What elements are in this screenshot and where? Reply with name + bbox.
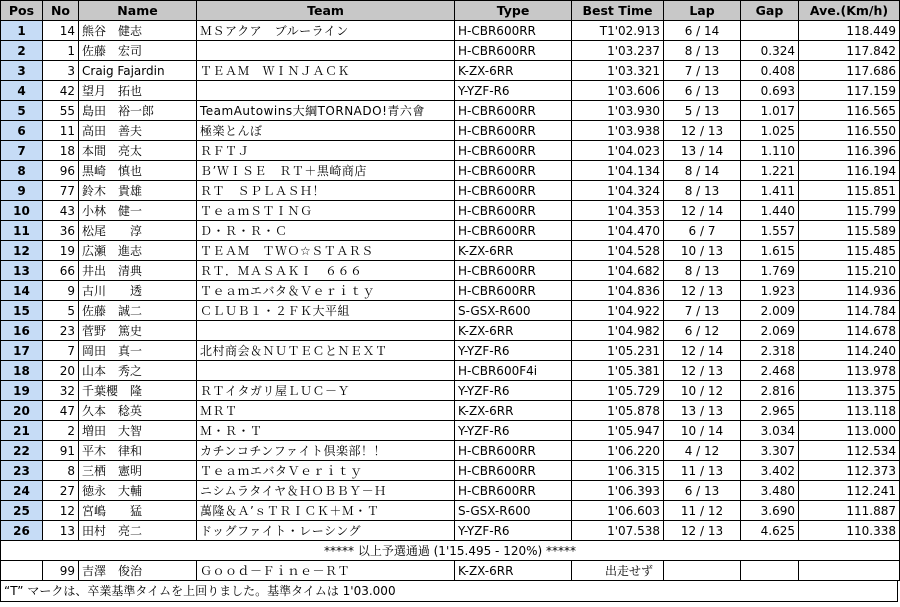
- row-best-time: 1'05.231: [572, 341, 664, 361]
- row-average-speed: 114.678: [799, 321, 900, 341]
- row-gap: 1.025: [741, 121, 799, 141]
- row-type: H-CBR600RR: [455, 221, 572, 241]
- dns-pos: [1, 561, 43, 581]
- table-row: [1, 501, 900, 521]
- row-no: 18: [43, 141, 79, 161]
- row-lap: 13 / 14: [664, 141, 741, 161]
- row-team: ＭＲＴ: [197, 401, 455, 421]
- row-best-time: 1'06.603: [572, 501, 664, 521]
- table-row: [1, 81, 900, 101]
- row-no: 91: [43, 441, 79, 461]
- table-row: [1, 461, 900, 481]
- row-best-time: 1'07.538: [572, 521, 664, 541]
- row-pos: 5: [1, 101, 43, 121]
- row-type: H-CBR600RR: [455, 101, 572, 121]
- row-team: 北村商会＆ＮＵＴＥＣとＮＥＸＴ: [197, 341, 455, 361]
- row-gap: 2.069: [741, 321, 799, 341]
- row-team: ドッグファイト・レーシング: [197, 521, 455, 541]
- row-type: K-ZX-6RR: [455, 61, 572, 81]
- row-average-speed: 115.210: [799, 261, 900, 281]
- row-no: 7: [43, 341, 79, 361]
- row-average-speed: 112.534: [799, 441, 900, 461]
- row-gap: 2.318: [741, 341, 799, 361]
- row-average-speed: 112.241: [799, 481, 900, 501]
- row-pos: 18: [1, 361, 43, 381]
- table-row: [1, 281, 900, 301]
- row-no: 47: [43, 401, 79, 421]
- row-gap: [741, 21, 799, 41]
- table-row: [1, 21, 900, 41]
- table-row: [1, 321, 900, 341]
- row-no: 23: [43, 321, 79, 341]
- row-team: [197, 321, 455, 341]
- row-best-time: 1'04.470: [572, 221, 664, 241]
- row-team: ＭＳアクア ブルーライン: [197, 21, 455, 41]
- row-name: 宮嶋 猛: [79, 501, 197, 521]
- row-best-time: 1'06.393: [572, 481, 664, 501]
- row-no: 96: [43, 161, 79, 181]
- row-average-speed: 113.978: [799, 361, 900, 381]
- table-row: [1, 241, 900, 261]
- row-type: H-CBR600RR: [455, 481, 572, 501]
- row-type: H-CBR600RR: [455, 201, 572, 221]
- row-best-time: 1'04.922: [572, 301, 664, 321]
- row-team: [197, 361, 455, 381]
- row-team: ＲＴ．ＭＡＳＡＫＩ ６６６: [197, 261, 455, 281]
- row-best-time: 1'03.930: [572, 101, 664, 121]
- row-team: ＲＦＴＪ: [197, 141, 455, 161]
- row-team: TeamAutowins大綱TORNADO!青六會: [197, 101, 455, 121]
- table-row: [1, 201, 900, 221]
- row-pos: 15: [1, 301, 43, 321]
- row-name: Craig Fajardin: [79, 61, 197, 81]
- row-type: Y-YZF-R6: [455, 381, 572, 401]
- row-name: 島田 裕一郎: [79, 101, 197, 121]
- row-name: 熊谷 健志: [79, 21, 197, 41]
- row-lap: 12 / 14: [664, 201, 741, 221]
- row-type: H-CBR600RR: [455, 21, 572, 41]
- table-row: [1, 421, 900, 441]
- row-no: 3: [43, 61, 79, 81]
- row-best-time: 1'04.324: [572, 181, 664, 201]
- row-no: 55: [43, 101, 79, 121]
- header-best-time: Best Time: [572, 1, 664, 21]
- row-name: 小林 健一: [79, 201, 197, 221]
- row-no: 43: [43, 201, 79, 221]
- row-average-speed: 117.842: [799, 41, 900, 61]
- row-lap: 11 / 12: [664, 501, 741, 521]
- row-lap: 10 / 12: [664, 381, 741, 401]
- row-average-speed: 110.338: [799, 521, 900, 541]
- row-no: 20: [43, 361, 79, 381]
- row-pos: 14: [1, 281, 43, 301]
- row-pos: 3: [1, 61, 43, 81]
- row-best-time: 1'04.134: [572, 161, 664, 181]
- row-no: 66: [43, 261, 79, 281]
- row-best-time: 1'04.836: [572, 281, 664, 301]
- row-pos: 26: [1, 521, 43, 541]
- table-row: [1, 101, 900, 121]
- row-gap: 3.690: [741, 501, 799, 521]
- row-best-time: 1'03.938: [572, 121, 664, 141]
- row-name: 黒崎 慎也: [79, 161, 197, 181]
- dns-status: 出走せず: [572, 561, 664, 581]
- row-team: 萬隆＆Ａ’ｓＴＲＩＣＫ＋Ｍ・Ｔ: [197, 501, 455, 521]
- row-pos: 9: [1, 181, 43, 201]
- row-average-speed: 118.449: [799, 21, 900, 41]
- row-name: 三栖 憲明: [79, 461, 197, 481]
- row-average-speed: 113.000: [799, 421, 900, 441]
- row-pos: 19: [1, 381, 43, 401]
- row-gap: 1.440: [741, 201, 799, 221]
- row-lap: 7 / 13: [664, 301, 741, 321]
- row-team: ＴｅａｍＳＴＩＮＧ: [197, 201, 455, 221]
- header-gap: Gap: [741, 1, 799, 21]
- row-lap: 11 / 13: [664, 461, 741, 481]
- row-gap: 0.408: [741, 61, 799, 81]
- row-pos: 17: [1, 341, 43, 361]
- row-average-speed: 113.375: [799, 381, 900, 401]
- row-team: Ｔｅａｍエバタ＆Ｖｅｒｉｔｙ: [197, 281, 455, 301]
- qualify-note: ***** 以上予選通過 (1'15.495 - 120%) *****: [1, 541, 900, 561]
- row-team: [197, 81, 455, 101]
- row-name: 岡田 真一: [79, 341, 197, 361]
- row-average-speed: 116.565: [799, 101, 900, 121]
- row-type: H-CBR600RR: [455, 161, 572, 181]
- row-lap: 10 / 14: [664, 421, 741, 441]
- row-average-speed: 114.784: [799, 301, 900, 321]
- row-best-time: T1'02.913: [572, 21, 664, 41]
- row-average-speed: 117.686: [799, 61, 900, 81]
- row-no: 36: [43, 221, 79, 241]
- header-no: No: [43, 1, 79, 21]
- row-type: Y-YZF-R6: [455, 521, 572, 541]
- row-name: 高田 善夫: [79, 121, 197, 141]
- row-no: 77: [43, 181, 79, 201]
- row-type: Y-YZF-R6: [455, 421, 572, 441]
- qualify-note-row: [1, 541, 900, 561]
- row-lap: 6 / 7: [664, 221, 741, 241]
- row-name: 久本 稔英: [79, 401, 197, 421]
- row-best-time: 1'05.878: [572, 401, 664, 421]
- row-average-speed: 115.799: [799, 201, 900, 221]
- row-average-speed: 115.851: [799, 181, 900, 201]
- table-row: [1, 141, 900, 161]
- footnote: “T” マークは、卒業基準タイムを上回りました。基準タイムは 1'03.000: [0, 581, 898, 602]
- row-name: 田村 亮二: [79, 521, 197, 541]
- row-name: 鈴木 貴雄: [79, 181, 197, 201]
- row-pos: 2: [1, 41, 43, 61]
- row-gap: 3.480: [741, 481, 799, 501]
- row-team: ニシムラタイヤ＆ＨＯＢＢＹ－Ｈ: [197, 481, 455, 501]
- row-pos: 7: [1, 141, 43, 161]
- row-pos: 24: [1, 481, 43, 501]
- row-gap: 3.307: [741, 441, 799, 461]
- row-average-speed: 114.936: [799, 281, 900, 301]
- row-average-speed: 115.589: [799, 221, 900, 241]
- row-name: 千葉櫻 隆: [79, 381, 197, 401]
- row-lap: 8 / 13: [664, 41, 741, 61]
- row-pos: 4: [1, 81, 43, 101]
- row-average-speed: 116.396: [799, 141, 900, 161]
- header-type: Type: [455, 1, 572, 21]
- row-pos: 6: [1, 121, 43, 141]
- row-type: H-CBR600RR: [455, 181, 572, 201]
- row-lap: 13 / 13: [664, 401, 741, 421]
- row-name: 松尾 淳: [79, 221, 197, 241]
- row-best-time: 1'03.237: [572, 41, 664, 61]
- row-team: ＴＥＡＭ ＷＩＮＪＡＣＫ: [197, 61, 455, 81]
- table-row: [1, 521, 900, 541]
- row-pos: 8: [1, 161, 43, 181]
- row-gap: 1.221: [741, 161, 799, 181]
- dns-lap: [664, 561, 741, 581]
- row-gap: 2.009: [741, 301, 799, 321]
- table-row: [1, 61, 900, 81]
- row-lap: 6 / 13: [664, 481, 741, 501]
- row-best-time: 1'05.947: [572, 421, 664, 441]
- row-team: ＴＥＡＭ ＴＷＯ☆ＳＴＡＲＳ: [197, 241, 455, 261]
- row-gap: 1.923: [741, 281, 799, 301]
- table-row: [1, 361, 900, 381]
- table-row: [1, 221, 900, 241]
- row-name: 佐藤 宏司: [79, 41, 197, 61]
- row-gap: 1.411: [741, 181, 799, 201]
- row-type: Y-YZF-R6: [455, 341, 572, 361]
- row-pos: 21: [1, 421, 43, 441]
- row-lap: 8 / 14: [664, 161, 741, 181]
- row-average-speed: 111.887: [799, 501, 900, 521]
- row-best-time: 1'05.381: [572, 361, 664, 381]
- row-type: S-GSX-R600: [455, 301, 572, 321]
- row-name: 望月 拓也: [79, 81, 197, 101]
- row-pos: 12: [1, 241, 43, 261]
- row-lap: 12 / 13: [664, 121, 741, 141]
- row-gap: 4.625: [741, 521, 799, 541]
- row-type: K-ZX-6RR: [455, 321, 572, 341]
- row-type: H-CBR600RR: [455, 121, 572, 141]
- row-type: K-ZX-6RR: [455, 401, 572, 421]
- row-lap: 12 / 13: [664, 521, 741, 541]
- table-row: [1, 381, 900, 401]
- row-pos: 25: [1, 501, 43, 521]
- result-rows: [1, 21, 900, 541]
- table-row: [1, 441, 900, 461]
- row-best-time: 1'04.982: [572, 321, 664, 341]
- row-gap: 1.557: [741, 221, 799, 241]
- row-team: [197, 41, 455, 61]
- row-gap: 1.769: [741, 261, 799, 281]
- row-name: 山本 秀之: [79, 361, 197, 381]
- row-pos: 23: [1, 461, 43, 481]
- row-gap: 2.965: [741, 401, 799, 421]
- row-gap: 1.017: [741, 101, 799, 121]
- row-no: 1: [43, 41, 79, 61]
- row-type: H-CBR600F4i: [455, 361, 572, 381]
- row-lap: 6 / 13: [664, 81, 741, 101]
- row-lap: 5 / 13: [664, 101, 741, 121]
- row-team: Ｂ’ＷＩＳＥ ＲＴ＋黒崎商店: [197, 161, 455, 181]
- row-pos: 10: [1, 201, 43, 221]
- row-gap: 0.324: [741, 41, 799, 61]
- row-type: H-CBR600RR: [455, 461, 572, 481]
- row-no: 32: [43, 381, 79, 401]
- row-lap: 10 / 13: [664, 241, 741, 261]
- row-type: Y-YZF-R6: [455, 81, 572, 101]
- header-pos: Pos: [1, 1, 43, 21]
- row-best-time: 1'04.682: [572, 261, 664, 281]
- dns-row: [1, 561, 900, 581]
- row-pos: 11: [1, 221, 43, 241]
- table-row: [1, 481, 900, 501]
- header-row: [1, 1, 900, 21]
- row-type: S-GSX-R600: [455, 501, 572, 521]
- row-gap: 2.468: [741, 361, 799, 381]
- row-average-speed: 116.194: [799, 161, 900, 181]
- row-no: 5: [43, 301, 79, 321]
- row-lap: 12 / 13: [664, 281, 741, 301]
- row-average-speed: 117.159: [799, 81, 900, 101]
- row-type: H-CBR600RR: [455, 281, 572, 301]
- row-pos: 16: [1, 321, 43, 341]
- dns-speed: [799, 561, 900, 581]
- header-team: Team: [197, 1, 455, 21]
- table-row: [1, 341, 900, 361]
- row-no: 42: [43, 81, 79, 101]
- row-lap: 8 / 13: [664, 181, 741, 201]
- row-name: 本間 亮太: [79, 141, 197, 161]
- row-no: 27: [43, 481, 79, 501]
- row-average-speed: 116.550: [799, 121, 900, 141]
- row-name: 菅野 篤史: [79, 321, 197, 341]
- row-name: 平木 律和: [79, 441, 197, 461]
- row-team: ＣＬＵＢ１・２ＦＫ大平組: [197, 301, 455, 321]
- table-row: [1, 261, 900, 281]
- row-no: 8: [43, 461, 79, 481]
- row-no: 14: [43, 21, 79, 41]
- row-lap: 7 / 13: [664, 61, 741, 81]
- dns-name: 吉澤 俊治: [79, 561, 197, 581]
- row-team: カチンコチンファイト倶楽部！！: [197, 441, 455, 461]
- row-type: H-CBR600RR: [455, 441, 572, 461]
- row-lap: 6 / 14: [664, 21, 741, 41]
- row-name: 増田 大智: [79, 421, 197, 441]
- row-best-time: 1'03.321: [572, 61, 664, 81]
- row-type: H-CBR600RR: [455, 261, 572, 281]
- row-pos: 20: [1, 401, 43, 421]
- row-gap: 0.693: [741, 81, 799, 101]
- row-team: ＴｅａｍエバタＶｅｒｉｔｙ: [197, 461, 455, 481]
- row-best-time: 1'05.729: [572, 381, 664, 401]
- dns-team: Ｇｏｏｄ－Ｆｉｎｅ－ＲＴ: [197, 561, 455, 581]
- row-lap: 6 / 12: [664, 321, 741, 341]
- row-average-speed: 112.373: [799, 461, 900, 481]
- row-best-time: 1'06.315: [572, 461, 664, 481]
- table-row: [1, 121, 900, 141]
- row-best-time: 1'04.353: [572, 201, 664, 221]
- row-team: Ｍ・Ｒ・Ｔ: [197, 421, 455, 441]
- row-best-time: 1'04.023: [572, 141, 664, 161]
- row-best-time: 1'06.220: [572, 441, 664, 461]
- row-lap: 8 / 13: [664, 261, 741, 281]
- row-average-speed: 115.485: [799, 241, 900, 261]
- row-no: 11: [43, 121, 79, 141]
- row-type: H-CBR600RR: [455, 141, 572, 161]
- header-lap: Lap: [664, 1, 741, 21]
- row-team: ＲＴイタガリ屋ＬＵＣ－Ｙ: [197, 381, 455, 401]
- row-no: 13: [43, 521, 79, 541]
- dns-gap: [741, 561, 799, 581]
- header-name: Name: [79, 1, 197, 21]
- row-type: H-CBR600RR: [455, 41, 572, 61]
- row-gap: 2.816: [741, 381, 799, 401]
- row-team: Ｄ・Ｒ・Ｒ・Ｃ: [197, 221, 455, 241]
- row-best-time: 1'04.528: [572, 241, 664, 261]
- row-pos: 1: [1, 21, 43, 41]
- table-row: [1, 41, 900, 61]
- table-row: [1, 181, 900, 201]
- row-name: 徳永 大輔: [79, 481, 197, 501]
- table-row: [1, 301, 900, 321]
- row-lap: 12 / 13: [664, 361, 741, 381]
- row-gap: 3.402: [741, 461, 799, 481]
- row-pos: 13: [1, 261, 43, 281]
- header-average-speed: Ave.(Km/h): [799, 1, 900, 21]
- row-no: 19: [43, 241, 79, 261]
- row-no: 9: [43, 281, 79, 301]
- row-pos: 22: [1, 441, 43, 461]
- row-type: K-ZX-6RR: [455, 241, 572, 261]
- row-average-speed: 114.240: [799, 341, 900, 361]
- dns-type: K-ZX-6RR: [455, 561, 572, 581]
- row-name: 広瀬 進志: [79, 241, 197, 261]
- row-lap: 4 / 12: [664, 441, 741, 461]
- row-team: 極楽とんぼ: [197, 121, 455, 141]
- row-no: 2: [43, 421, 79, 441]
- row-name: 井出 清典: [79, 261, 197, 281]
- row-name: 佐藤 誠二: [79, 301, 197, 321]
- row-gap: 3.034: [741, 421, 799, 441]
- row-no: 12: [43, 501, 79, 521]
- row-lap: 12 / 14: [664, 341, 741, 361]
- dns-no: 99: [43, 561, 79, 581]
- row-best-time: 1'03.606: [572, 81, 664, 101]
- row-gap: 1.615: [741, 241, 799, 261]
- row-gap: 1.110: [741, 141, 799, 161]
- row-team: ＲＴ ＳＰＬＡＳＨ！: [197, 181, 455, 201]
- row-average-speed: 113.118: [799, 401, 900, 421]
- row-name: 古川 透: [79, 281, 197, 301]
- table-row: [1, 161, 900, 181]
- table-row: [1, 401, 900, 421]
